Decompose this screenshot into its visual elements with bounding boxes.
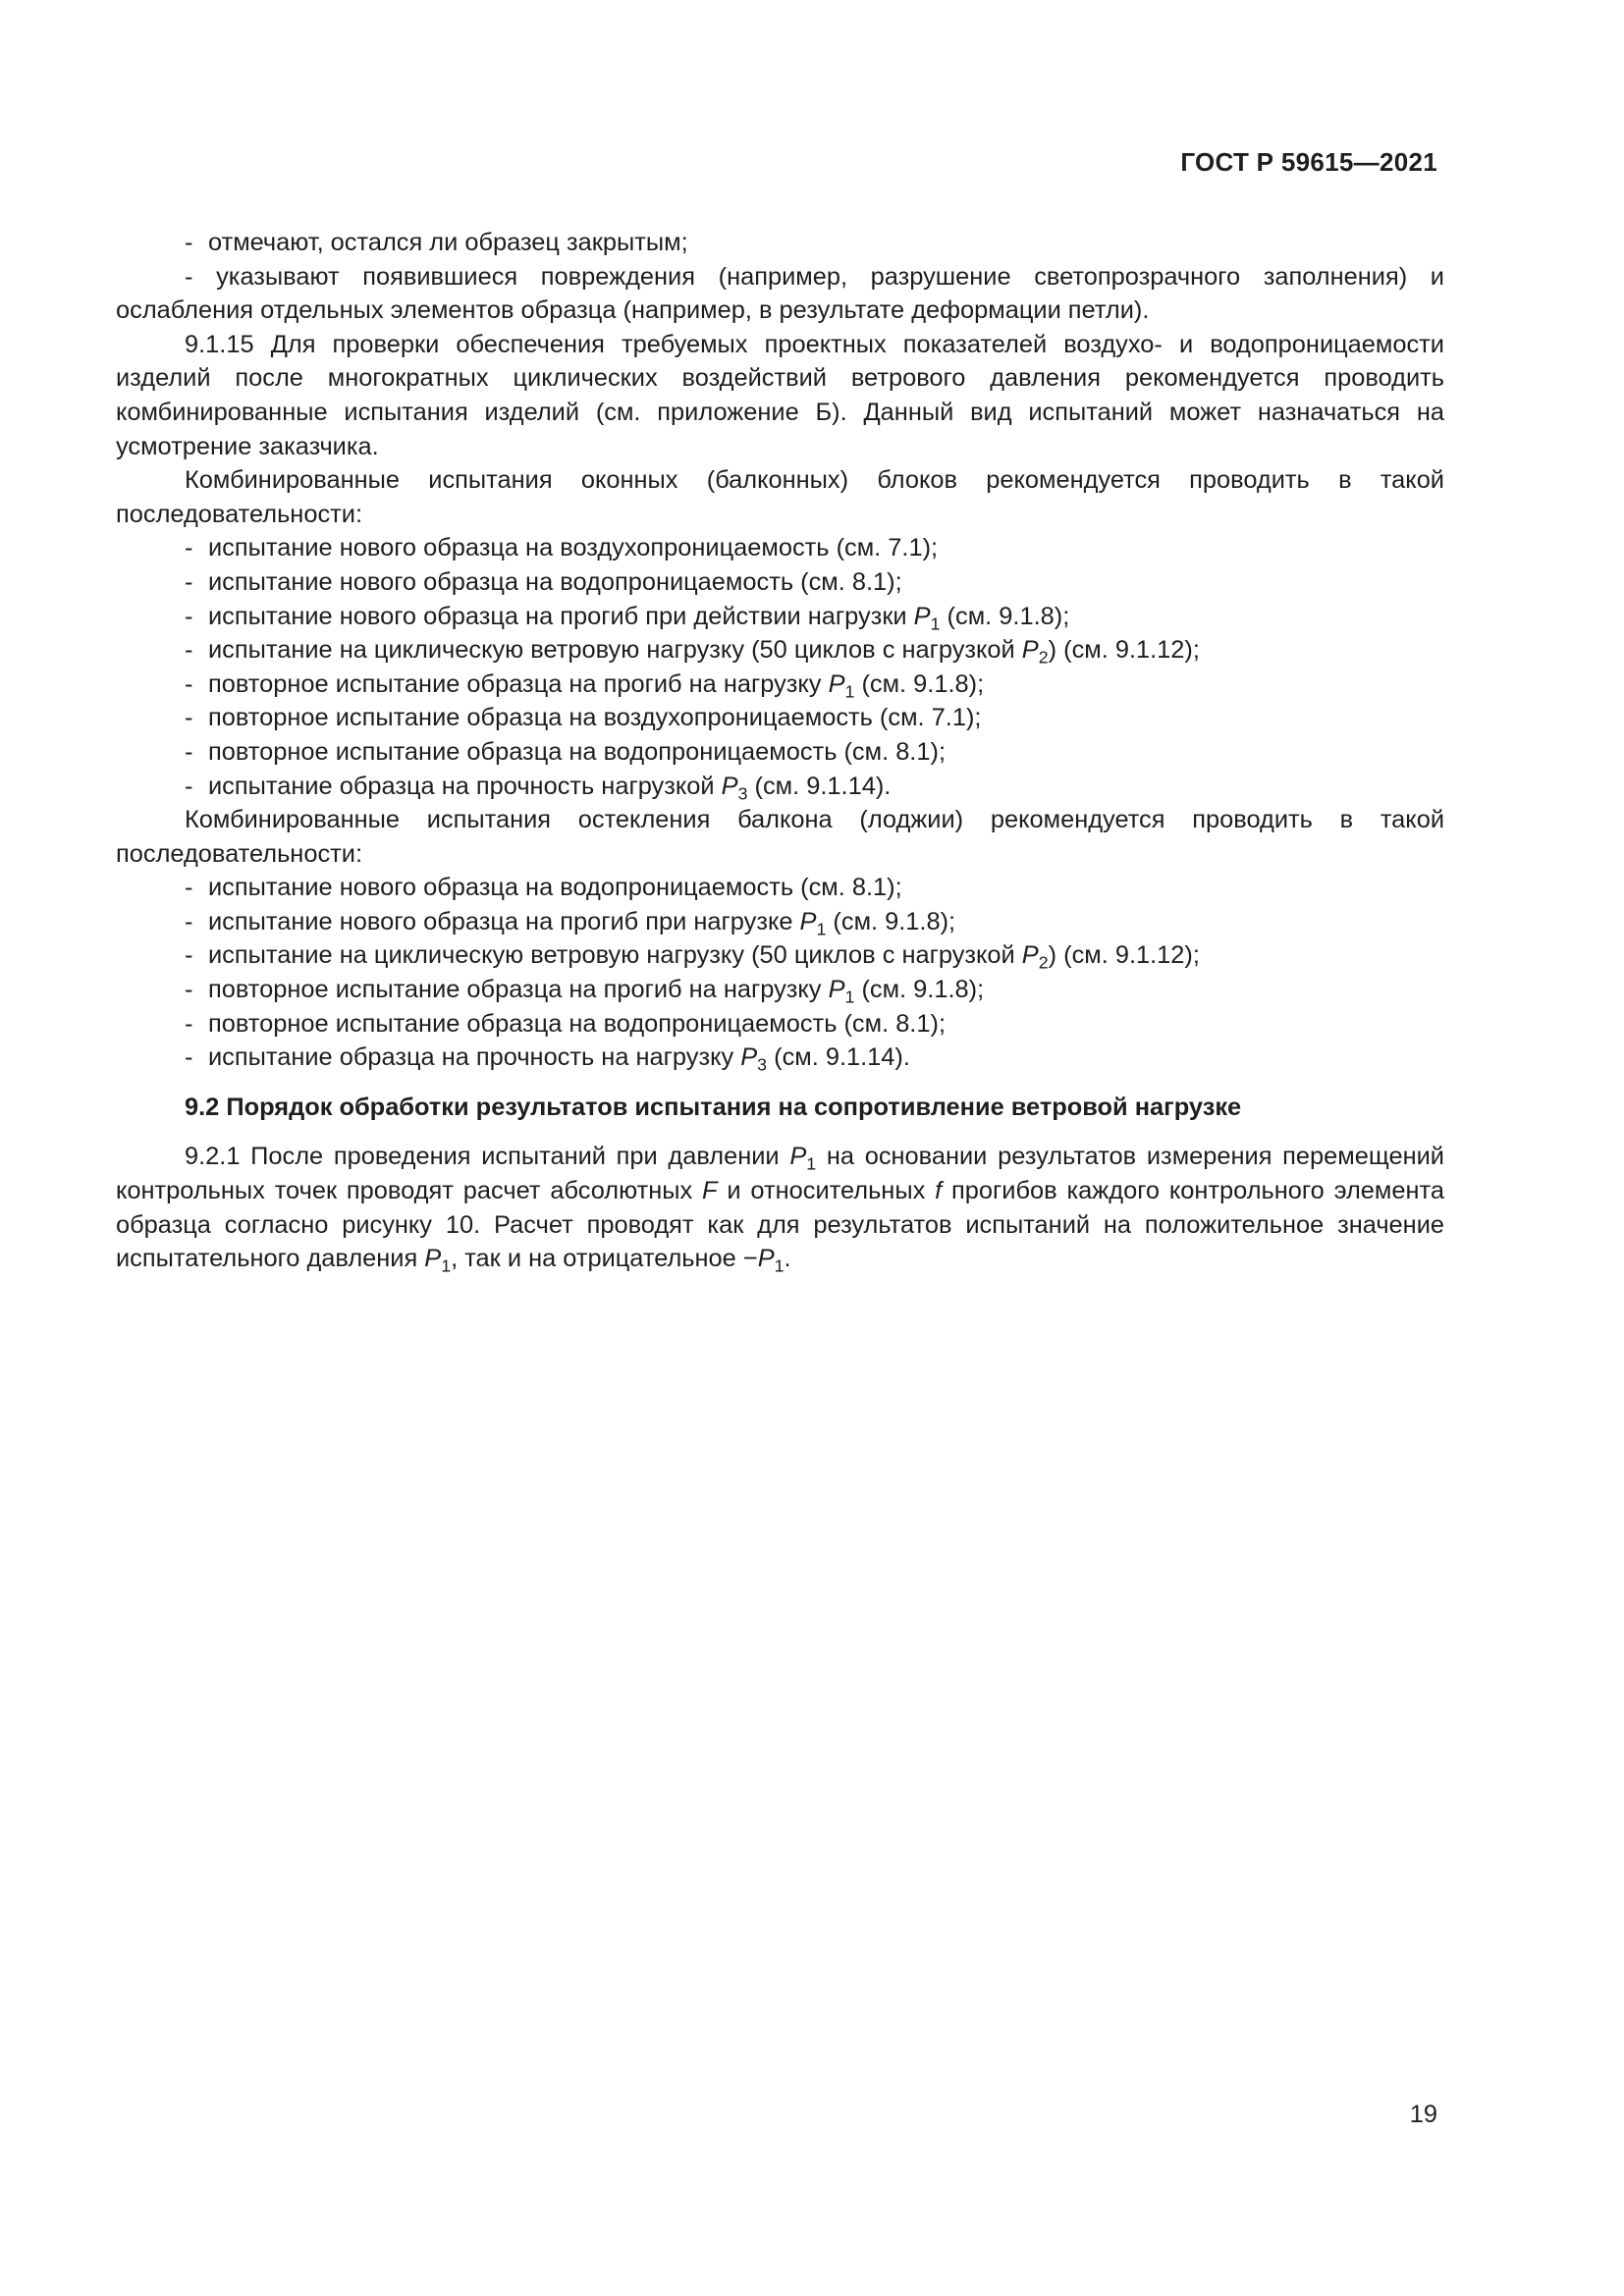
list-dash: - bbox=[185, 567, 193, 596]
list-dash: - bbox=[185, 772, 193, 800]
list-item: - испытание нового образца на водопроницаемость (см. 8.1); bbox=[116, 871, 1444, 905]
list-item: - повторное испытание образца на прогиб на нагрузку $P_1$ (см. 9.1.8); bbox=[116, 973, 1444, 1007]
list-dash: - bbox=[185, 1009, 193, 1038]
list-item: - испытание образца на прочность нагрузкой $P_3$ (см. 9.1.14). bbox=[116, 770, 1444, 804]
windows-test-list bbox=[116, 531, 1444, 803]
list-item: - испытание нового образца на водопроницаемость (см. 8.1); bbox=[116, 565, 1444, 600]
list-dash: - bbox=[185, 907, 193, 935]
list-dash: - bbox=[185, 669, 193, 698]
list-item: - испытание на циклическую ветровую нагрузку (50 циклов с нагрузкой $P_2$) (см. 9.1.12); bbox=[116, 633, 1444, 667]
list-item: - испытание образца на прочность на нагрузку $P_3$ (см. 9.1.14). bbox=[116, 1041, 1444, 1075]
list-item: - повторное испытание образца на водопроницаемость (см. 8.1); bbox=[116, 735, 1444, 770]
windows-sequence-intro: Комбинированные испытания оконных (балконных) блоков рекомендуется проводить в такой последовательности: bbox=[116, 466, 1444, 528]
list-dash: - bbox=[185, 602, 193, 630]
paragraph-9-2-1: 9.2.1 После проведения испытаний при давлении $P_1$ на основании результатов измерения перемещений контрольных точек проводят расчет абсолютных F и относительных f прогибов каждого контрольного элемента образца согласно рисунку 10. Расчет проводят как для результатов испытаний на положительное значение испытательного давления $P_1$, так и на отрицательное $-P_1$. bbox=[116, 1143, 1444, 1276]
damage-paragraph: - указывают появившиеся повреждения (например, разрушение светопрозрачного заполнения) и ослабления отдельных элементов образца (например, в результате деформации петли). bbox=[116, 262, 1444, 325]
list-dash: - bbox=[185, 636, 193, 665]
list-item: - повторное испытание образца на прогиб на нагрузку $P_1$ (см. 9.1.8); bbox=[116, 667, 1444, 702]
document-number-header: ГОСТ Р 59615—2021 bbox=[1180, 147, 1437, 177]
list-item: - испытание нового образца на прогиб при действии нагрузки $P_1$ (см. 9.1.8); bbox=[116, 600, 1444, 634]
balcony-test-list bbox=[116, 871, 1444, 1075]
list-item: - испытание нового образца на воздухопроницаемость (см. 7.1); bbox=[116, 531, 1444, 565]
main-content bbox=[116, 226, 1444, 1276]
balcony-sequence-intro: Комбинированные испытания остекления балкона (лоджии) рекомендуется проводить в такой последовательности: bbox=[116, 806, 1444, 868]
page-number: 19 bbox=[1409, 2101, 1437, 2128]
list-dash: - bbox=[185, 1043, 193, 1072]
list-dash: - bbox=[185, 976, 193, 1004]
list-item: - повторное испытание образца на воздухопроницаемость (см. 7.1); bbox=[116, 701, 1444, 735]
list-dash: - bbox=[185, 704, 193, 732]
list-dash: - bbox=[185, 874, 193, 902]
list-dash: - bbox=[185, 941, 193, 970]
list-dash: - bbox=[185, 534, 193, 562]
paragraph-9-1-15: 9.1.15 Для проверки обеспечения требуемых проектных показателей воздухо- и водопроницаемости изделий после многократных циклических воздействий ветрового давления рекомендуется проводить комбинированные испытания изделий (см. приложение Б). Данный вид испытаний может назначаться на усмотрение заказчика. bbox=[116, 330, 1444, 460]
section-heading-9-2: 9.2 Порядок обработки результатов испытания на сопротивление ветровой нагрузке bbox=[185, 1093, 1242, 1121]
list-item: - отмечают, остался ли образец закрытым; bbox=[116, 226, 1444, 260]
list-dash: - bbox=[185, 737, 193, 766]
list-item: - повторное испытание образца на водопроницаемость (см. 8.1); bbox=[116, 1007, 1444, 1041]
list-dash: - bbox=[185, 229, 193, 256]
list-item: - испытание нового образца на прогиб при нагрузке $P_1$ (см. 9.1.8); bbox=[116, 905, 1444, 939]
list-item: - испытание на циклическую ветровую нагрузку (50 циклов с нагрузкой $P_2$) (см. 9.1.12); bbox=[116, 938, 1444, 973]
